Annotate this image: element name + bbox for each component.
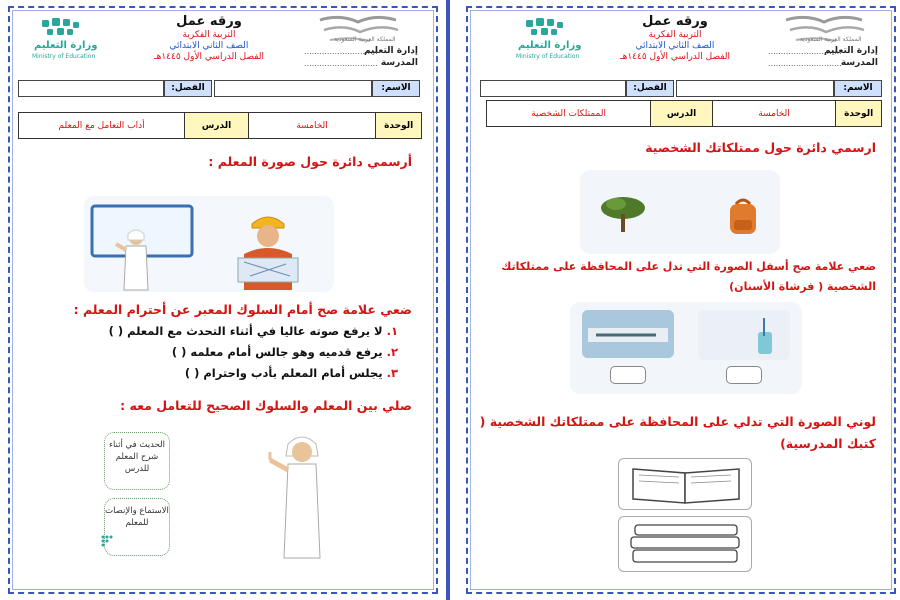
question-1: أرسمي دائرة حول صورة المعلم :: [208, 154, 412, 169]
unit-value: الخامسة: [248, 113, 375, 138]
grade: الصف الثاني الابتدائي: [169, 41, 249, 51]
sheet-title: ورقه عمل: [176, 14, 242, 29]
question-2-line-2: الشخصية ( فرشاة الأسنان): [729, 280, 876, 293]
checkbox-brush-in-cup[interactable]: [726, 366, 762, 384]
class-label: الفصل:: [164, 80, 212, 97]
tree-image: [598, 194, 648, 234]
ministry-logo-ar: وزارة التعليم: [34, 40, 98, 51]
kingdom-logo-text: المملكة العربية السعودية: [334, 36, 396, 43]
option-text: يجلس أمام المعلم بأدب واحترام ( ): [184, 366, 383, 380]
option-3[interactable]: [185, 366, 398, 380]
option-number: ٣.: [386, 366, 398, 380]
unit-value: الخامسة: [712, 101, 835, 126]
lesson-label: الدرس: [650, 101, 712, 126]
question-1: ارسمي دائرة حول ممتلكاتك الشخصية: [645, 140, 876, 155]
lesson-label: الدرس: [184, 113, 248, 138]
kingdom-logo-text: المملكة العربية السعودية: [800, 36, 862, 43]
behavior-bubble-2[interactable]: الاستماع والإنصات للمعلم: [104, 498, 170, 556]
class-label: الفصل:: [626, 80, 674, 97]
book-stack-image[interactable]: [618, 516, 752, 572]
engineer-image: [230, 206, 306, 290]
name-label: الاسم:: [372, 80, 420, 97]
lesson-value: الممتلكات الشخصية: [531, 108, 606, 119]
option-number: ٢.: [386, 345, 398, 359]
option-2[interactable]: [172, 345, 398, 359]
dots-decoration-icon: [100, 534, 114, 548]
behavior-bubble-1[interactable]: الحديث في أثناء شرح المعلم للدرس: [104, 432, 170, 490]
teacher-image: [262, 430, 342, 560]
school-label: المدرسة: [840, 58, 878, 68]
question-2-line-1: ضعي علامة صح أسفل الصورة التي تدل على المحافظة على ممتلكاتك: [501, 260, 876, 273]
unit-lesson-table: [486, 100, 882, 127]
option-number: ١.: [386, 324, 398, 338]
question-3-line-2: كتبك المدرسية): [780, 436, 876, 451]
name-label: الاسم:: [834, 80, 882, 97]
worksheet-right: وزارة التعليم Ministry of Education ورقه عمل التربية الفكرية الصف الثاني الابتدائي الفصل الدراسي الأول ١٤٤٥هـ المملكة العربية السعودية إدارة التعليم ............................. المدرسة ............................. الاسم: الفصل: الوحدة الخامسة الدرس الممتلكات الشخصية ارسمي دائرة حول ممتلكاتك الشخصية ضعي علامة صح أسفل الصورة التي تدل على المحافظة على ممتلكاتك الشخصية ( فرشاة الأسنان) لوني الصورة التي تدلي على المحافظة على ممتلكاتك الشخصية ( كتبك المدرسية): [462, 0, 900, 600]
sheet-title: ورقه عمل: [642, 14, 708, 29]
name-field[interactable]: [214, 80, 372, 97]
option-text: يرفع قدميه وهو جالس أمام معلمه ( ): [171, 345, 383, 359]
unit-label: الوحدة: [375, 113, 421, 138]
backpack-image: [724, 196, 762, 236]
question-3-line-1: لوني الصورة التي تدلي على المحافظة على ممتلكاتك الشخصية (: [479, 414, 876, 429]
semester: الفصل الدراسي الأول ١٤٤٥هـ: [153, 52, 265, 62]
class-field[interactable]: [480, 80, 626, 97]
admin-label: إدارة التعليم: [363, 46, 418, 56]
unit-label: الوحدة: [835, 101, 881, 126]
subject: التربية الفكرية: [648, 30, 702, 40]
question-2: ضعي علامة صح أمام السلوك المعبر عن أحترام المعلم :: [73, 302, 412, 317]
admin-label: إدارة التعليم: [823, 46, 878, 56]
lesson-value: أداب التعامل مع المعلم: [58, 120, 145, 131]
brush-in-cup-image: [698, 310, 790, 360]
option-1[interactable]: [109, 324, 398, 338]
unit-lesson-table: [18, 112, 422, 139]
teacher-whiteboard-image: [90, 204, 200, 292]
school-label: المدرسة: [380, 58, 418, 68]
ministry-logo-en: Ministry of Education: [516, 53, 580, 60]
ministry-logo-ar: وزارة التعليم: [518, 40, 582, 51]
question-3: صلي بين المعلم والسلوك الصحيح للتعامل معه :: [120, 398, 412, 413]
option-text: لا يرفع صوته عاليا في أثناء التحدث مع المعلم ( ): [108, 324, 383, 338]
worksheet-left: وزارة التعليم Ministry of Education ورقه عمل التربية الفكرية الصف الثاني الابتدائي الفصل الدراسي الأول ١٤٤٥هـ المملكة العربية السعودية إدارة التعليم ............................. المدرسة ............................. الاسم: الفصل: الوحدة الخامسة الدرس أداب التعامل مع المعلم أرسمي دائرة حول صورة المعلم : ضعي علامة صح أمام السلوك المعبر عن أحترام المعلم : ١. لا يرفع صوته عاليا في أثناء التحدث مع المعلم ( ) ٢. يرفع قدميه وهو جالس أمام معلمه ( ) ٣. يجلس أمام المعلم بأدب واحترام ( ) صلي بين المعلم والسلوك الصحيح للتعامل معه : الحديث في أثناء شرح المعلم للدرس الاستماع والإنصات للمعلم: [4, 0, 442, 600]
name-field[interactable]: [676, 80, 834, 97]
subject: التربية الفكرية: [182, 30, 236, 40]
ministry-logo-en: Ministry of Education: [32, 53, 96, 60]
sheet-divider: [446, 0, 450, 600]
grade: الصف الثاني الابتدائي: [635, 41, 715, 51]
class-field[interactable]: [18, 80, 164, 97]
messy-brush-image: [582, 310, 674, 358]
semester: الفصل الدراسي الأول ١٤٤٥هـ: [619, 52, 731, 62]
open-book-image[interactable]: [618, 458, 752, 510]
checkbox-messy-brush[interactable]: [610, 366, 646, 384]
